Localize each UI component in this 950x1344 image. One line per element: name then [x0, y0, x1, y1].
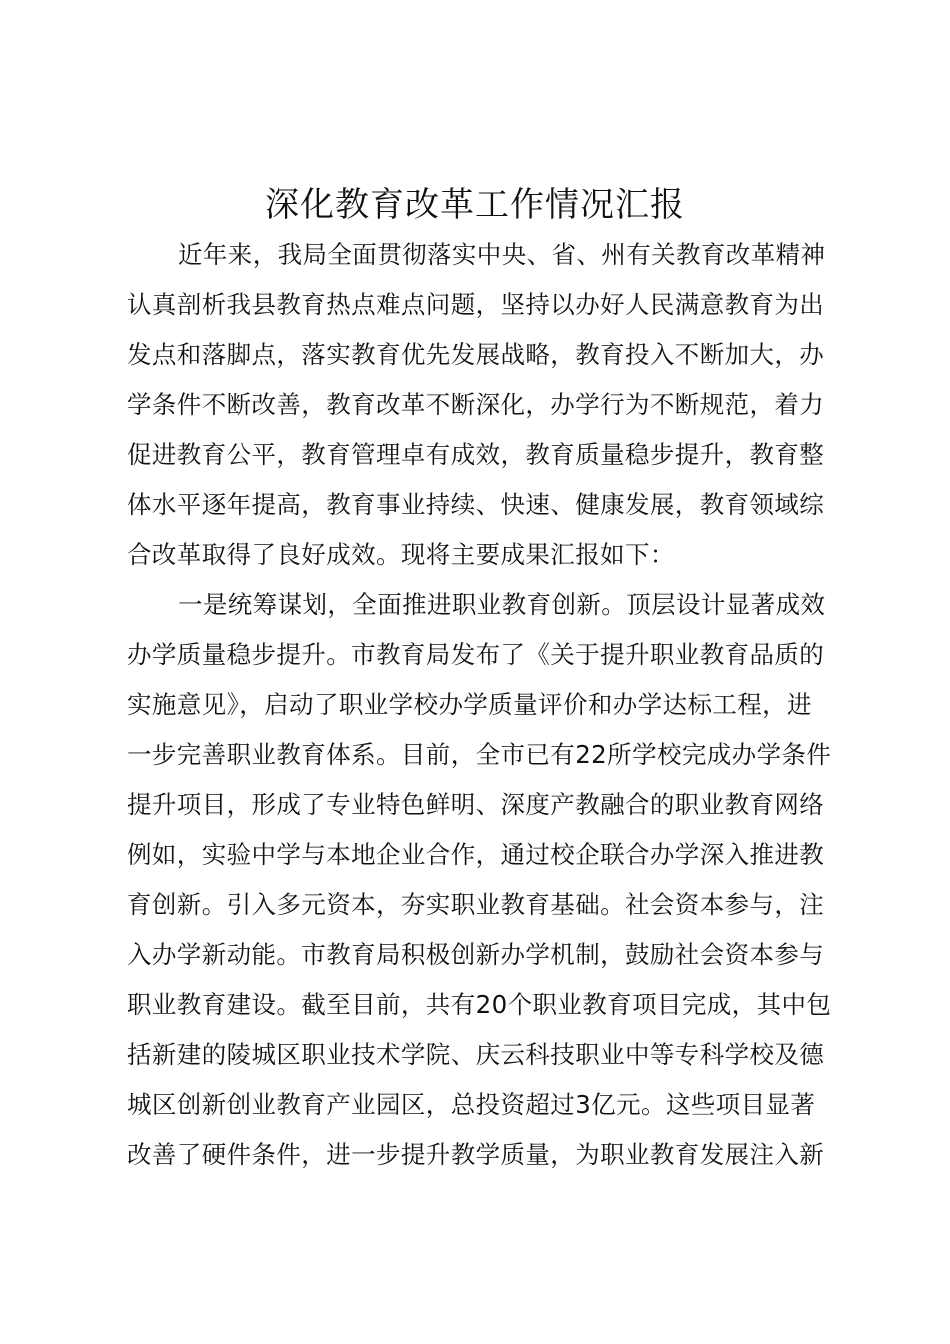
body-line: 学条件不断改善，教育改革不断深化，办学行为不断规范，着力 [127, 390, 825, 419]
body-line: 发点和落脚点，落实教育优先发展战略，教育投入不断加大，办 [127, 340, 825, 369]
body-line: 认真剖析我县教育热点难点问题，坚持以办好人民满意教育为出 [127, 290, 825, 319]
body-line: 体水平逐年提高，教育事业持续、快速、健康发展，教育领域综 [127, 490, 825, 519]
body-line: 实施意见》，启动了职业学校办学质量评价和办学达标工程，进 [127, 690, 812, 719]
body-line: 改善了硬件条件，进一步提升教学质量，为职业教育发展注入新 [127, 1140, 825, 1169]
body-line: 一步完善职业教育体系。目前，全市已有22所学校完成办学条件 [127, 740, 832, 769]
body-line: 一是统筹谋划，全面推进职业教育创新。顶层设计显著成效 [178, 590, 826, 619]
body-line: 近年来，我局全面贯彻落实中央、省、州有关教育改革精神 [178, 240, 826, 269]
body-line: 提升项目，形成了专业特色鲜明、深度产教融合的职业教育网络 [127, 790, 825, 819]
body-line: 促进教育公平，教育管理卓有成效，教育质量稳步提升，教育整 [127, 440, 825, 469]
body-line: 合改革取得了良好成效。现将主要成果汇报如下： [127, 540, 675, 569]
document-title: 深化教育改革工作情况汇报 [265, 185, 685, 225]
body-line: 括新建的陵城区职业技术学院、庆云科技职业中等专科学校及德 [127, 1040, 825, 1069]
body-line: 育创新。引入多元资本，夯实职业教育基础。社会资本参与，注 [127, 890, 825, 919]
body-line: 入办学新动能。市教育局积极创新办学机制，鼓励社会资本参与 [127, 940, 825, 969]
body-line: 职业教育建设。截至目前，共有20个职业教育项目完成，其中包 [127, 990, 832, 1019]
body-line: 城区创新创业教育产业园区，总投资超过3亿元。这些项目显著 [127, 1090, 816, 1119]
body-line: 例如，实验中学与本地企业合作，通过校企联合办学深入推进教 [127, 840, 825, 869]
body-line: 办学质量稳步提升。市教育局发布了《关于提升职业教育品质的 [127, 640, 825, 669]
document-body [127, 230, 857, 1180]
